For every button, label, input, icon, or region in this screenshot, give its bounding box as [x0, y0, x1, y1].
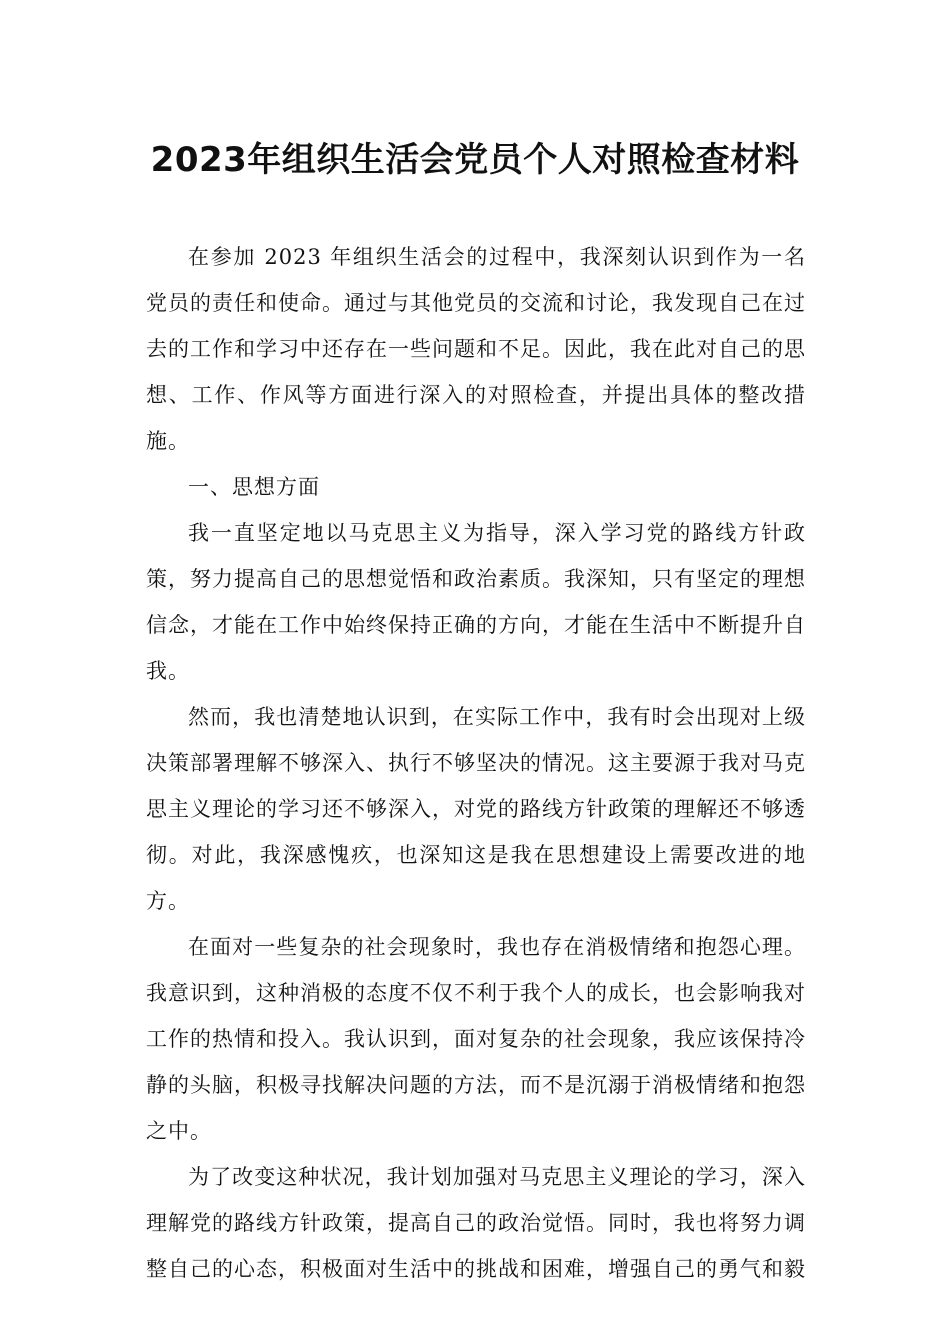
- intro-paragraph: 在参加 2023 年组织生活会的过程中，我深刻认识到作为一名党员的责任和使命。通过与其他党员的交流和讨论，我发现自己在过去的工作和学习中还存在一些问题和不足。因此，我在此对自己的思想、工作、作风等方面进行深入的对照检查，并提出具体的整改措施。: [146, 245, 806, 453]
- body-paragraph: 我一直坚定地以马克思主义为指导，深入学习党的路线方针政策，努力提高自己的思想觉悟和政治素质。我深知，只有坚定的理想信念，才能在工作中始终保持正确的方向，才能在生活中不断提升自我。: [146, 521, 806, 683]
- document-title: 2023年组织生活会党员个人对照检查材料: [150, 140, 800, 180]
- section-heading-thought: 一、思想方面: [188, 475, 320, 499]
- body-paragraph: 然而，我也清楚地认识到，在实际工作中，我有时会出现对上级决策部署理解不够深入、执行不够坚决的情况。这主要源于我对马克思主义理论的学习还不够深入，对党的路线方针政策的理解还不够透彻。对此，我深感愧疚，也深知这是我在思想建设上需要改进的地方。: [146, 705, 806, 913]
- body-paragraph: 在面对一些复杂的社会现象时，我也存在消极情绪和抱怨心理。我意识到，这种消极的态度不仅不利于我个人的成长，也会影响我对工作的热情和投入。我认识到，面对复杂的社会现象，我应该保持冷静的头脑，积极寻找解决问题的方法，而不是沉溺于消极情绪和抱怨之中。: [146, 935, 806, 1143]
- body-paragraph: 为了改变这种状况，我计划加强对马克思主义理论的学习，深入理解党的路线方针政策，提高自己的政治觉悟。同时，我也将努力调整自己的心态，积极面对生活中的挑战和困难，增强自己的勇气和毅: [146, 1165, 806, 1281]
- document-body: [146, 234, 806, 1292]
